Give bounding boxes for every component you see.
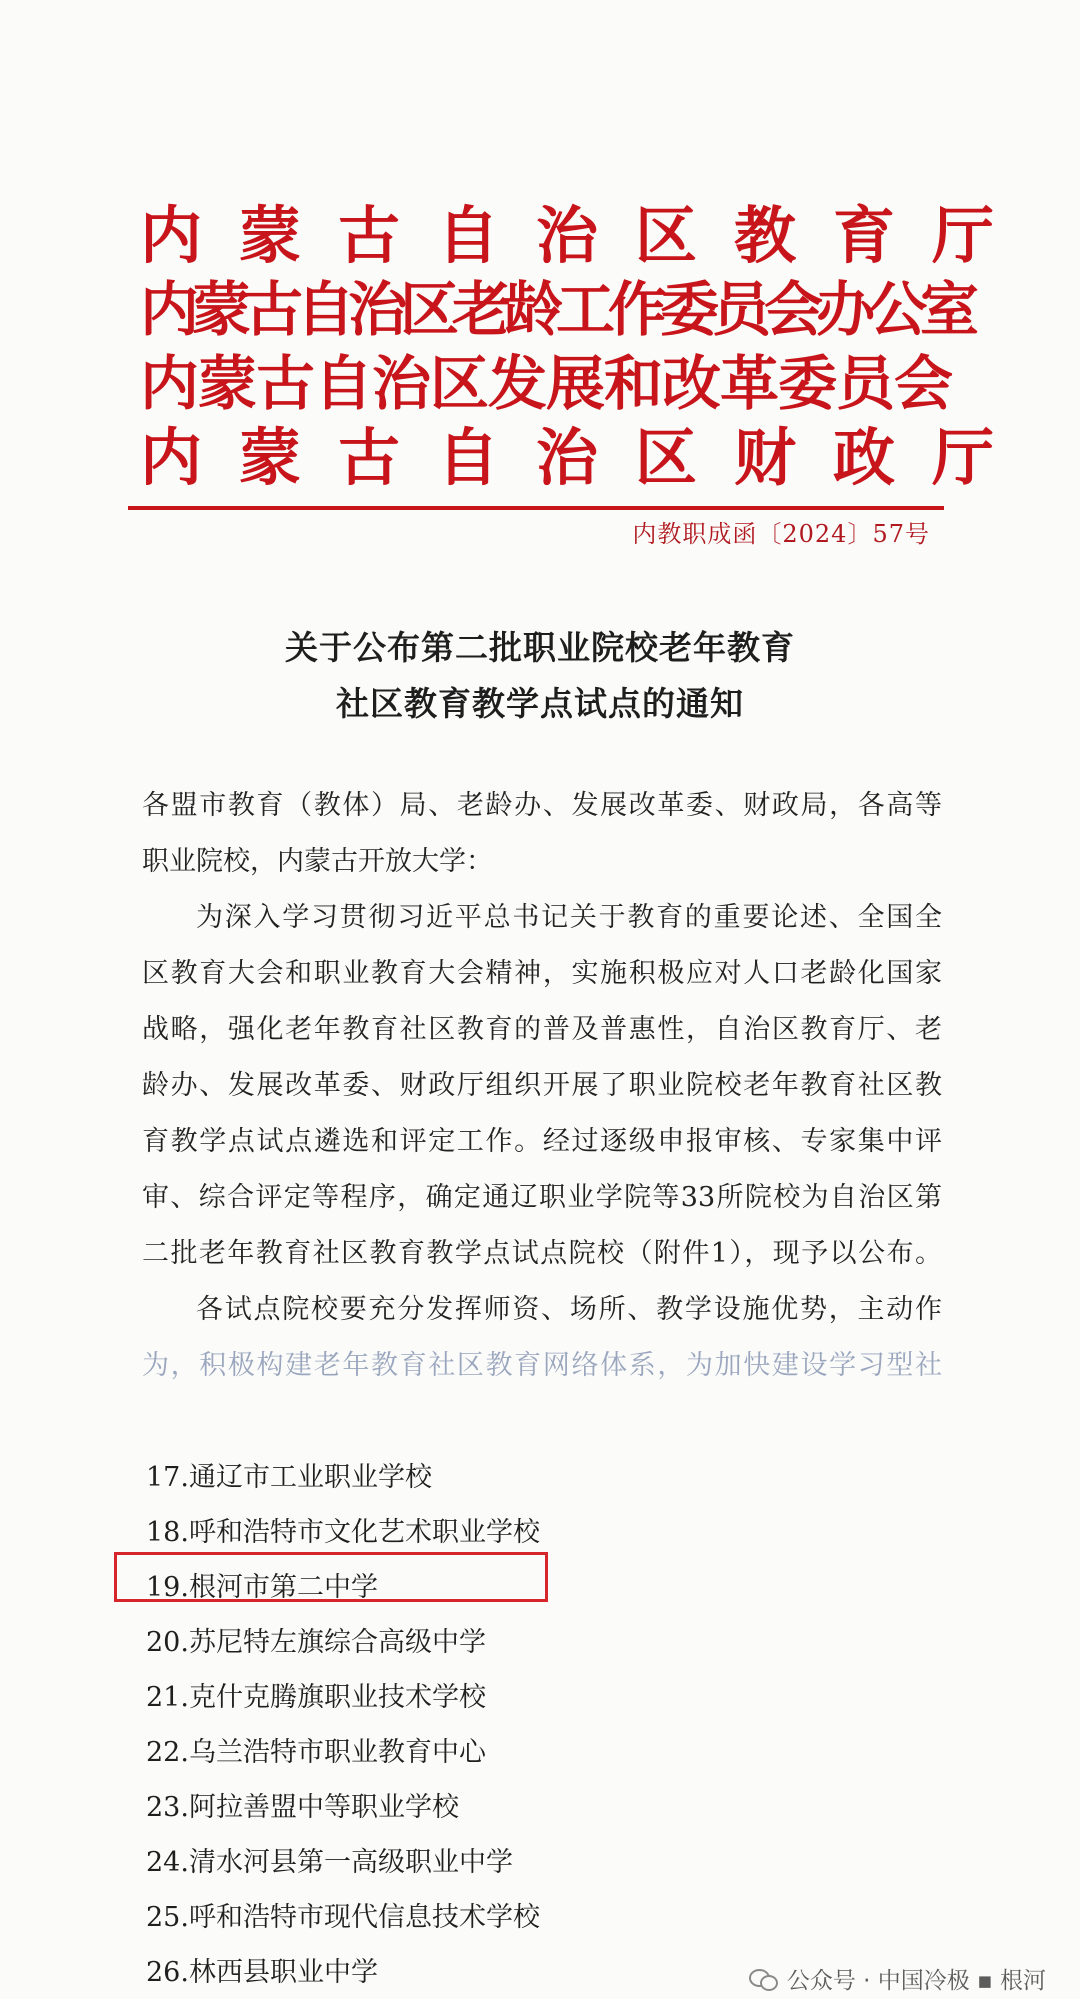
- org-line-education: [140, 199, 1032, 272]
- list-item: 19.根河市第二中学: [146, 1572, 378, 1603]
- salutation-line-2: 职业院校，内蒙古开放大学：: [142, 846, 493, 877]
- org-name: 内蒙古自治区发展和改革委员会: [140, 349, 953, 418]
- watermark: [749, 1962, 1046, 1995]
- notice-title-line-2: 社区教育教学点试点的通知: [336, 684, 744, 723]
- paragraph-1-line: 龄办、发展改革委、财政厅组织开展了职业院校老年教育社区教: [142, 1070, 942, 1101]
- document-number: 内教职成函〔2024〕57号: [632, 520, 930, 548]
- paragraph-1-line: 战略，强化老年教育社区教育的普及普惠性，自治区教育厅、老: [142, 1014, 942, 1045]
- org-line-finance: [140, 421, 1032, 494]
- org-name: 内蒙古自治区老龄工作委员会办公室: [140, 275, 973, 344]
- list-item: 23.阿拉善盟中等职业学校: [146, 1792, 459, 1823]
- paragraph-2-line-faded: 为，积极构建老年教育社区教育网络体系，为加快建设学习型社: [142, 1350, 942, 1381]
- org-line-aging: [140, 274, 973, 346]
- highlight-box-genhe: [114, 1552, 548, 1602]
- paragraph-1-line: 二批老年教育社区教育教学点试点院校（附件1），现予以公布。: [142, 1238, 942, 1269]
- list-item: 24.清水河县第一高级职业中学: [146, 1847, 513, 1878]
- list-item: 26.林西县职业中学: [146, 1957, 378, 1988]
- list-item: 25.呼和浩特市现代信息技术学校: [146, 1902, 540, 1933]
- org-name: 内蒙古自治区教育厅: [140, 199, 1032, 272]
- watermark-text: 公众号 · 中国冷极 ▪ 根河: [786, 1968, 1046, 1994]
- org-name: 内蒙古自治区财政厅: [140, 421, 1032, 494]
- list-item: 20.苏尼特左旗综合高级中学: [146, 1627, 486, 1658]
- org-line-development: [140, 348, 953, 420]
- header-red-rule: [128, 506, 944, 510]
- school-list: [146, 1450, 846, 2000]
- paragraph-1-line: 区教育大会和职业教育大会精神，实施积极应对人口老龄化国家: [142, 958, 942, 989]
- wechat-icon: [749, 1967, 779, 1991]
- paragraph-1-line: 育教学点试点遴选和评定工作。经过逐级申报审核、专家集中评: [142, 1126, 942, 1157]
- list-item: 18.呼和浩特市文化艺术职业学校: [146, 1517, 540, 1548]
- paragraph-1-line: 为深入学习贯彻习近平总书记关于教育的重要论述、全国全: [196, 902, 942, 933]
- notice-title-line-1: 关于公布第二批职业院校老年教育: [285, 628, 795, 667]
- list-item: 22.乌兰浩特市职业教育中心: [146, 1737, 486, 1768]
- salutation-line-1: 各盟市教育（教体）局、老龄办、发展改革委、财政局，各高等: [142, 790, 942, 821]
- list-item: 17.通辽市工业职业学校: [146, 1462, 432, 1493]
- paragraph-1-line: 审、综合评定等程序，确定通辽职业学院等33所院校为自治区第: [142, 1182, 942, 1213]
- paragraph-2-line: 各试点院校要充分发挥师资、场所、教学设施优势，主动作: [196, 1294, 942, 1325]
- list-item: 21.克什克腾旗职业技术学校: [146, 1682, 486, 1713]
